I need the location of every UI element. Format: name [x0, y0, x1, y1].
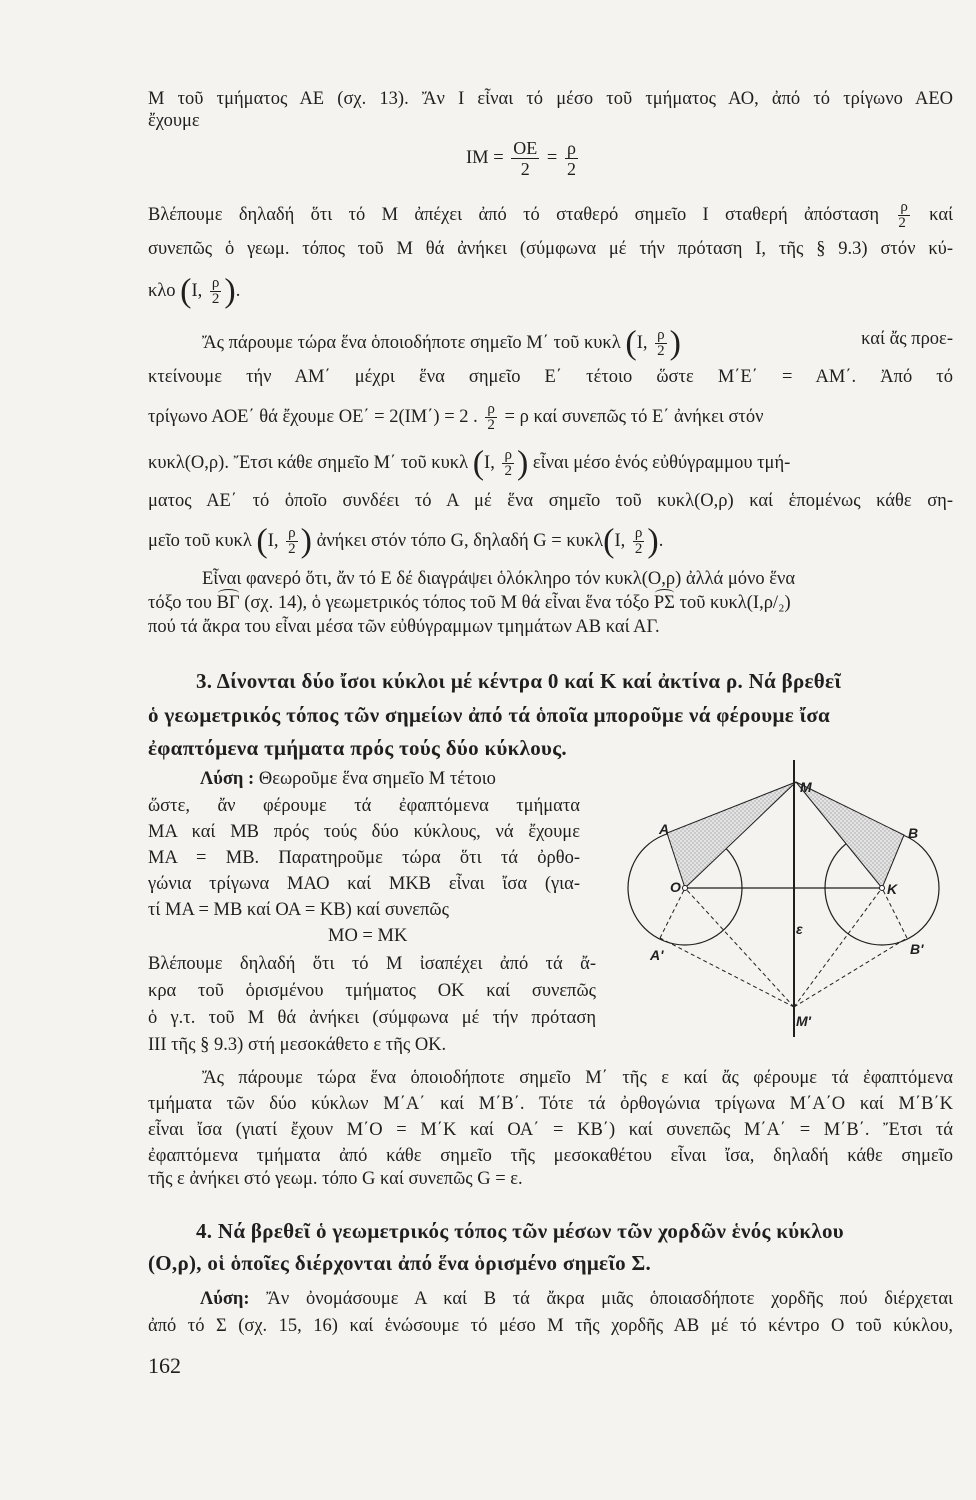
text-line-3: Βλέπουμε δηλαδή ὅτι τό Μ ἀπέχει ἀπό τό σταθερό σημεῖο Ι σταθερή ἀπόσταση $\frac{\rho}{2}$ καί — [148, 199, 953, 231]
label-a: A — [659, 821, 670, 837]
label-b: B — [908, 825, 919, 841]
paragraph-line-5: τῆς ε ἀνήκει στό γεωμ. τόπο G καί συνεπῶς G = ε. — [148, 1169, 523, 1189]
equation-mo-mk: ΜΟ = ΜΚ — [328, 926, 408, 946]
text-line-14: πού τά ἄκρα του εἶναι μέσα τῶν εὐθύγραμμων τμημάτων ΑΒ καί ΑΓ. — [148, 617, 660, 637]
text-line-8: τρίγωνο ΑΟΕ΄ θά ἔχουμε ΟΕ΄ = 2(ΙΜ΄) = 2 . $\frac{\rho}{2}$ = ρ καί συνεπῶς τό Ε΄ ἀνήκει στόν — [148, 401, 764, 433]
text-line-12: Εἶναι φανερό ὅτι, ἄν τό Ε δέ διαγράψει ὁλόκληρο τόν κυκλ(Ο,ρ) ἀλλά μόνο ἕνα — [202, 569, 796, 589]
solution-line-11: ΙΙΙ τῆς § 9.3) στή μεσοκάθετο ε τῆς ΟΚ. — [148, 1035, 447, 1055]
section-4-line-2: ἀπό τό Σ (σχ. 15, 16) καί ἑνώσουμε τό μέσο Μ τῆς χορδῆς ΑΒ μέ τό κέντρο Ο τοῦ κύκλου, — [148, 1316, 953, 1336]
text-line-5: κλο (Ι, $\frac{\rho}{2}$ ). — [148, 272, 241, 310]
fraction-rho-2: $\frac{\rho}{2}$ — [566, 138, 576, 179]
label-k: K — [887, 881, 898, 897]
text-line-1: Μ τοῦ τμήματος ΑΕ (σχ. 13). Ἄν Ι εἶναι τό μέσο τοῦ τμήματος ΑΟ, ἀπό τό τρίγωνο ΑΕΟ — [148, 89, 953, 109]
arc-bg: ΒΓ — [216, 593, 240, 613]
solution-line-10: ὁ γ.τ. τοῦ Μ θά ἀνήκει (σύμφωνα μέ τήν πρόταση — [148, 1008, 596, 1028]
solution-line-8: Βλέπουμε δηλαδή ὅτι τό Μ ἰσαπέχει ἀπό τά ἄ- — [148, 954, 596, 974]
solution-line-1: Λύση : Θεωροῦμε ἕνα σημεῖο Μ τέτοιο — [200, 769, 496, 789]
dashed-tangents — [660, 888, 907, 1007]
text-line-9: κυκλ(Ο,ρ). Ἔτσι κάθε σημεῖο Μ΄ τοῦ κυκλ (Ι, $\frac{\rho}{2}$ ) εἶναι μέσο ἑνός εὐθύγραμμου τμή- — [148, 444, 791, 482]
triangle-mao — [667, 782, 796, 888]
label-o: O — [670, 879, 681, 895]
solution-line-2: ὥστε, ἄν φέρουμε τά ἐφαπτόμενα τμήματα — [148, 796, 580, 816]
label-m-prime: M' — [796, 1013, 811, 1029]
point-k — [880, 886, 885, 891]
eq-left: ΙΜ = — [466, 147, 504, 168]
page-number: 162 — [148, 1353, 181, 1378]
fraction-oe-2: $\frac{OE}{2}$ — [513, 138, 538, 179]
point-o — [683, 886, 688, 891]
text-line-10: ματος ΑΕ΄ τό ὁποῖο συνδέει τό Α μέ ἕνα σημεῖο τοῦ κυκλ(Ο,ρ) καί ἑπομένως κάθε ση- — [148, 491, 953, 511]
text-line-11: μεῖο τοῦ κυκλ (Ι, $\frac{\rho}{2}$ ) ἀνήκει στόν τόπο G, δηλαδή G = κυκλ(Ι, $\frac{\rho}{2}$ ). — [148, 522, 664, 560]
text-line-7: κτείνουμε τήν ΑΜ΄ μέχρι ἕνα σημεῖο Ε΄ τέτοιο ὥστε Μ΄Ε΄ = ΑΜ΄. Ἀπό τό — [148, 367, 953, 387]
section-3-heading-2: ὁ γεωμετρικός τόπος τῶν σημείων ἀπό τά ὁποῖα μποροῦμε νά φέρουμε ἴσα — [148, 703, 831, 727]
section-4-line-1: Λύση: Ἄν ὀνομάσουμε Α καί Β τά ἄκρα μιᾶς ὁποιασδήποτε χορδῆς πού διέρχεται — [200, 1289, 953, 1309]
label-epsilon: ε — [796, 921, 803, 937]
text-line-4: συνεπῶς ὁ γεωμ. τόπος τοῦ Μ θά ἀνήκει (σύμφωνα μέ τήν πρόταση Ι, τῆς § 9.3) στόν κύ- — [148, 239, 953, 259]
section-3-heading-1: 3. Δίνονται δύο ἴσοι κύκλοι μέ κέντρα 0 καί Κ καί ἀκτίνα ρ. Νά βρεθεῖ — [196, 669, 842, 693]
geometry-figure — [626, 752, 956, 1052]
label-b-prime: B' — [910, 941, 924, 957]
solution-line-4: ΜΑ = ΜΒ. Παρατηροῦμε τώρα ὅτι τά ὀρθο- — [148, 848, 580, 868]
paragraph-line-4: ἐφαπτόμενα τμήματα ἀπό κάθε σημεῖο τῆς μεσοκαθέτου εἶναι ἴσα, δηλαδή κάθε σημεῖο — [148, 1146, 953, 1166]
paragraph-line-2: τμήματα τῶν δύο κύκλων Μ΄Α΄ καί Μ΄Β΄. Τότε τά ὀρθογώνια τρίγωνα Μ΄Α΄Ο καί Μ΄Β΄Κ — [148, 1094, 953, 1114]
section-4-heading-2: (Ο,ρ), οἱ ὁποῖες διέρχονται ἀπό ἕνα ὁρισμένο σημεῖο Σ. — [148, 1251, 652, 1275]
label-a-prime: A' — [650, 947, 664, 963]
text-line-13: τόξο του ΒΓ (σχ. 14), ὁ γεωμετρικός τόπος τοῦ Μ θά εἶναι ἕνα τόξο ΡΣ τοῦ κυκλ(Ι,ρ/₂) — [148, 593, 791, 613]
solution-line-9: κρα τοῦ ὁρισμένου τμήματος ΟΚ καί συνεπῶς — [148, 981, 596, 1001]
solution-line-6: τί ΜΑ = ΜΒ καί ΟΑ = ΚΒ) καί συνεπῶς — [148, 900, 449, 920]
text-line-6: Ἄς πάρουμε τώρα ἕνα ὁποιοδήποτε σημεῖο Μ΄ τοῦ κυκλ (Ι, $\frac{\rho}{2}$ ) καί ἄς προε- — [202, 324, 953, 362]
paragraph-line-1: Ἄς πάρουμε τώρα ἕνα ὁποιοδήποτε σημεῖο Μ΄ τῆς ε καί ἄς φέρουμε τά ἐφαπτόμενα — [202, 1068, 953, 1088]
solution-line-5: γώνια τρίγωνα ΜΑΟ καί ΜΚΒ εἶναι ἴσα (για- — [148, 874, 580, 894]
section-4-heading-1: 4. Νά βρεθεῖ ὁ γεωμετρικός τόπος τῶν μέσων τῶν χορδῶν ἑνός κύκλου — [196, 1219, 844, 1243]
equation-im: ΙΜ = $\frac{OE}{2}$ = $\frac{\rho}{2}$ — [466, 138, 576, 179]
solution-4-label: Λύση: — [200, 1289, 250, 1309]
solution-label: Λύση : — [200, 769, 255, 789]
arc-rs: ΡΣ — [653, 593, 675, 613]
text-line-2: ἔχουμε — [148, 111, 200, 131]
label-m: M — [800, 779, 812, 795]
paragraph-line-3: εἶναι ἴσα (γιατί ἔχουν Μ΄Ο = Μ΄Κ καί ΟΑ΄ = ΚΒ΄) καί συνεπῶς Μ΄Α΄ = Μ΄Β΄. Ἔτσι τά — [148, 1120, 953, 1140]
section-3-heading-3: ἐφαπτόμενα τμήματα πρός τούς δύο κύκλους. — [148, 736, 567, 760]
solution-line-3: ΜΑ καί ΜΒ πρός τούς δύο κύκλους, νά ἔχουμε — [148, 822, 580, 842]
triangle-mkb — [796, 782, 904, 888]
